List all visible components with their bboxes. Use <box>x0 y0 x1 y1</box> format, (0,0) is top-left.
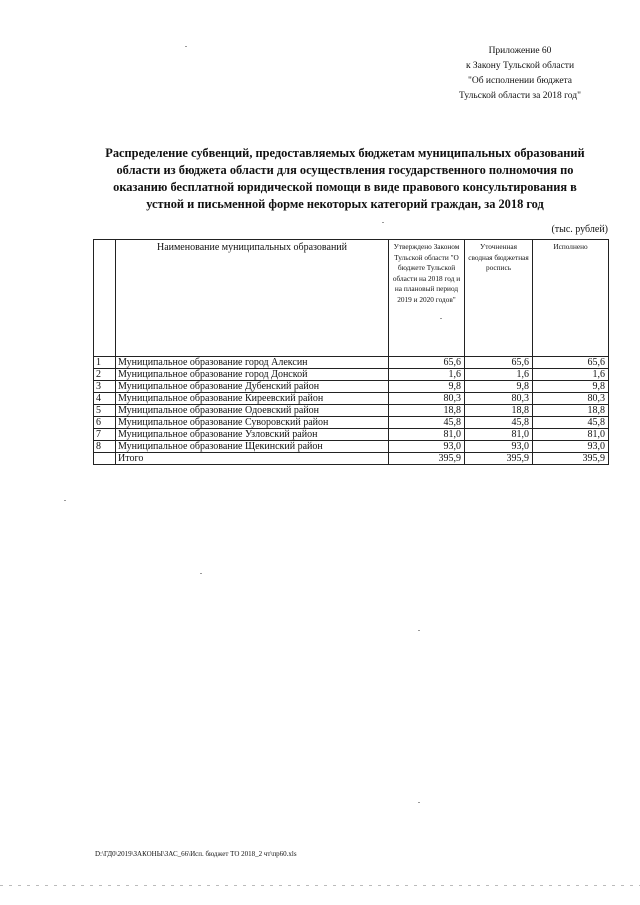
scan-speck <box>185 46 187 47</box>
row-approved: 45,8 <box>389 417 465 429</box>
row-executed: 65,6 <box>533 357 609 369</box>
row-refined: 9,8 <box>465 381 533 393</box>
row-executed: 80,3 <box>533 393 609 405</box>
header-refined: Уточненная сводная бюджетная роспись <box>465 240 533 357</box>
units-label: (тыс. рублей) <box>551 224 608 235</box>
table-row <box>94 429 609 441</box>
header-approved: Утверждено Законом Тульской области "О бюджете Тульской области на 2018 год и на плановый период 2019 и 2020 годов" <box>389 240 465 357</box>
scan-speck <box>418 802 420 803</box>
row-index: 2 <box>94 369 116 381</box>
row-approved: 9,8 <box>389 381 465 393</box>
table-row <box>94 381 609 393</box>
row-approved: 1,6 <box>389 369 465 381</box>
scan-speck <box>418 630 420 631</box>
row-index: 4 <box>94 393 116 405</box>
row-index: 1 <box>94 357 116 369</box>
row-refined: 65,6 <box>465 357 533 369</box>
table-row <box>94 441 609 453</box>
row-index: 7 <box>94 429 116 441</box>
row-index: 3 <box>94 381 116 393</box>
file-path-footer: D:\ГД0\2019\ЗАКОНЫ\ЗАС_66\Исп. бюджет ТО 2018_2 чт\пр60.xls <box>95 850 297 858</box>
header-name: Наименование муниципальных образований <box>116 240 389 357</box>
title-line: области из бюджета области для осуществления государственного полномочия по <box>116 163 574 177</box>
row-refined: 93,0 <box>465 441 533 453</box>
row-approved: 65,6 <box>389 357 465 369</box>
table-row <box>94 417 609 429</box>
row-refined: 45,8 <box>465 417 533 429</box>
total-refined: 395,9 <box>465 453 533 465</box>
scan-edge-line <box>0 885 640 886</box>
title-line: Распределение субвенций, предоставляемых бюджетам муниципальных образований <box>105 146 585 160</box>
total-label: Итого <box>116 453 389 465</box>
table-row <box>94 405 609 417</box>
scan-speck <box>64 500 66 501</box>
row-executed: 81,0 <box>533 429 609 441</box>
total-row <box>94 453 609 465</box>
row-name: Муниципальное образование город Алексин <box>116 357 389 369</box>
row-executed: 93,0 <box>533 441 609 453</box>
row-refined: 18,8 <box>465 405 533 417</box>
total-approved: 395,9 <box>389 453 465 465</box>
title-line: оказанию бесплатной юридической помощи в виде правового консультирования в <box>113 180 577 194</box>
row-refined: 81,0 <box>465 429 533 441</box>
row-name: Муниципальное образование Одоевский район <box>116 405 389 417</box>
scan-speck <box>382 222 384 223</box>
row-executed: 1,6 <box>533 369 609 381</box>
row-name: Муниципальное образование Щекинский район <box>116 441 389 453</box>
table-row <box>94 357 609 369</box>
row-name: Муниципальное образование город Донской <box>116 369 389 381</box>
row-executed: 18,8 <box>533 405 609 417</box>
row-name: Муниципальное образование Дубенский район <box>116 381 389 393</box>
appendix-line: Тульской области за 2018 год" <box>459 91 581 101</box>
row-index: 8 <box>94 441 116 453</box>
row-approved: 18,8 <box>389 405 465 417</box>
row-refined: 1,6 <box>465 369 533 381</box>
header-index <box>94 240 116 357</box>
total-index <box>94 453 116 465</box>
row-refined: 80,3 <box>465 393 533 405</box>
header-executed: Исполнено <box>533 240 609 357</box>
total-executed: 395,9 <box>533 453 609 465</box>
row-index: 5 <box>94 405 116 417</box>
row-executed: 9,8 <box>533 381 609 393</box>
row-approved: 80,3 <box>389 393 465 405</box>
scan-speck <box>200 573 202 574</box>
appendix-line: "Об исполнении бюджета <box>467 76 573 86</box>
title-line: устной и письменной форме некоторых категорий граждан, за 2018 год <box>146 197 544 211</box>
row-index: 6 <box>94 417 116 429</box>
row-name: Муниципальное образование Суворовский район <box>116 417 389 429</box>
row-name: Муниципальное образование Узловский район <box>116 429 389 441</box>
table-row <box>94 369 609 381</box>
subsidy-table <box>93 239 609 465</box>
row-executed: 45,8 <box>533 417 609 429</box>
appendix-line: Приложение 60 <box>488 46 552 56</box>
table-row <box>94 393 609 405</box>
header-row <box>94 240 609 357</box>
document-title <box>80 145 610 213</box>
appendix-block <box>420 44 620 104</box>
row-name: Муниципальное образование Киреевский район <box>116 393 389 405</box>
row-approved: 93,0 <box>389 441 465 453</box>
appendix-line: к Закону Тульской области <box>465 61 575 71</box>
row-approved: 81,0 <box>389 429 465 441</box>
scan-speck <box>440 318 442 319</box>
